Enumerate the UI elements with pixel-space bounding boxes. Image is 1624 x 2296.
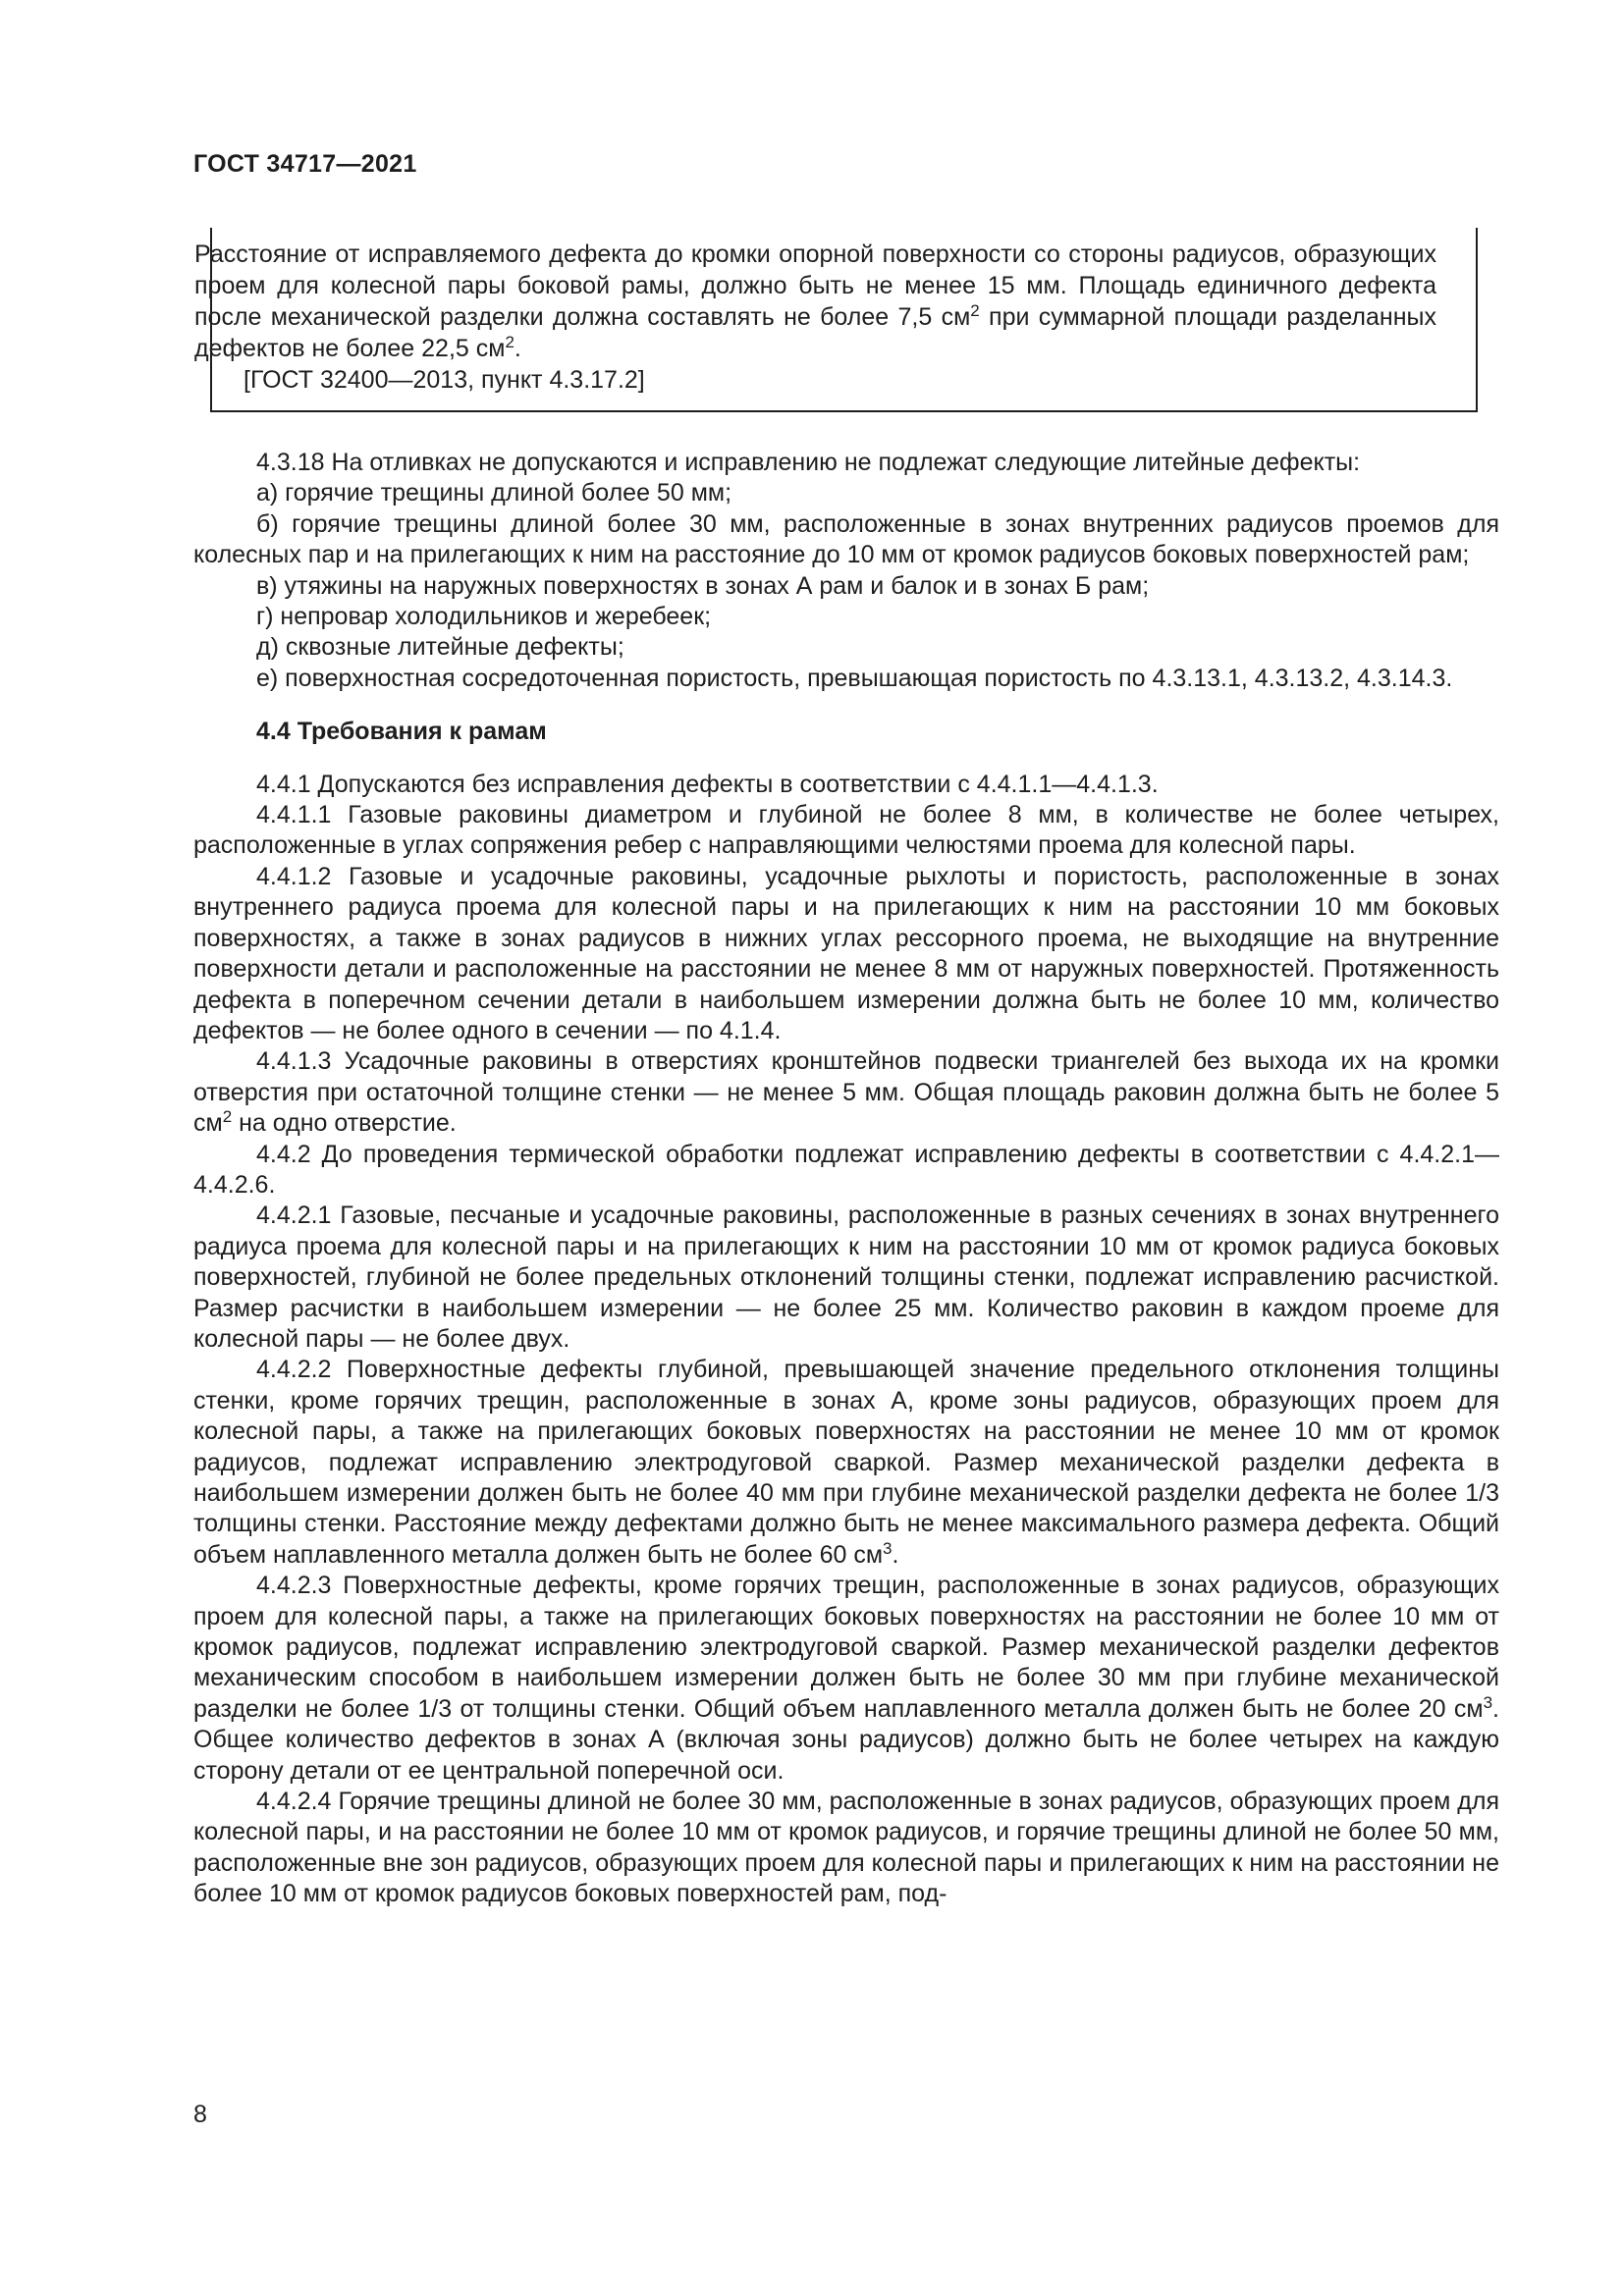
page-number: 8 [193,2101,207,2128]
quote-text-part2: при суммарной площади разделанных дефектов не более 22,5 см [194,303,1436,362]
list-item-g: г) непровар холодильников и жеребеек; [256,603,712,631]
paragraph-4-3-18: 4.3.18 На отливках не допускаются и исправлению не подлежат следующие литейные дефекты: [256,449,1361,476]
body-text [193,448,1499,1910]
paragraph-4-4-1-1: 4.4.1.1 Газовые раковины диаметром и глубиной не более 8 мм, в количестве не более четырех, расположенные в углах сопряжения ребер с направляющими челюстями проема для колесной пары. [193,801,1499,860]
paragraph-4-4-2-4: 4.4.2.4 Горячие трещины длиной не более 30 мм, расположенные в зонах радиусов, образующих проем для колесной пары, и на расстоянии не более 10 мм от кромок радиусов, и горячие трещины длиной не более 50 мм, расположенные вне зон радиусов, образующих проем для колесной пары и прилегающих к ним на расстоянии не более 10 мм от кромок радиусов боковых поверхностей рам, под- [193,1788,1499,1908]
quote-text-part3: . [514,335,521,362]
paragraph-4-4-2-2 [193,1355,1499,1571]
superscript: 3 [883,1538,893,1558]
superscript: 2 [970,301,980,320]
document-header: ГОСТ 34717—2021 [193,150,417,178]
superscript: 2 [505,333,514,351]
quote-text [194,239,1436,364]
paragraph-4-4-1-3-text-end: на одно отверстие. [232,1109,457,1138]
quote-text-part1: Расстояние от исправляемого дефекта до кромки опорной поверхности со стороны радиусов, образующих проем для колесной пары боковой рамы, должно быть не менее 15 мм. Площадь единичного дефекта после механической разделки должна составлять не более 7,5 см [194,240,1436,331]
quote-reference: [ГОСТ 32400—2013, пункт 4.3.17.2] [244,366,645,394]
superscript: 3 [1483,1692,1493,1712]
section-title-4-4: 4.4 Требования к рамам [256,718,547,746]
list-item-e: е) поверхностная сосредоточенная пористость, превышающая пористость по 4.3.13.1, 4.3.13.2, 4.3.14.3. [256,664,1453,692]
list-item-b: б) горячие трещины длиной более 30 мм, расположенные в зонах внутренних радиусов проемов для колесных пар и на прилегающих к ним на расстояние до 10 мм от кромок радиусов боковых поверхностей рам; [193,509,1499,569]
paragraph-4-4-1-3-text: 4.4.1.3 Усадочные раковины в отверстиях кронштейнов подвески триангелей без выхода их на кромки отверстия при остаточной толщине стенки — не менее 5 мм. Общая площадь раковин должна быть не более 5 см [193,1047,1499,1138]
paragraph-4-4-2-3-text: 4.4.2.3 Поверхностные дефекты, кроме горячих трещин, расположенные в зонах радиусов, образующих проем для колесной пары, а также на прилегающих боковых поверхностях на расстоянии не более 10 мм от кромок радиусов, подлежат исправлению электродуговой сваркой. Размер механической разделки дефектов механическим способом в наибольшем измерении должен быть не более 30 мм при глубине механической разделки не более 1/3 от толщины стенки. Общий объем наплавленного металла должен быть не более 20 см [193,1572,1499,1723]
paragraph-4-4-1-3 [193,1046,1499,1139]
paragraph-4-4-2-3 [193,1571,1499,1787]
paragraph-4-4-2-2-text-end: . [892,1540,899,1569]
quote-block [194,239,1436,396]
paragraph-4-4-1-2: 4.4.1.2 Газовые и усадочные раковины, усадочные рыхлоты и пористость, расположенные в зонах внутреннего радиуса проема для колесной пары и на прилегающих к ним на расстоянии 10 мм боковых поверхностях, а также в зонах радиусов в нижних углах рессорного проема, не выходящие на внутренние поверхности детали и расположенные на расстоянии не менее 8 мм от наружных поверхностей. Протяженность дефекта в поперечном сечении детали в наибольшем измерении должна быть не более 10 мм, количество дефектов — не более одного в сечении — по 4.1.4. [193,862,1499,1044]
list-item-d: д) сквозные литейные дефекты; [256,633,624,662]
paragraph-4-4-2-1: 4.4.2.1 Газовые, песчаные и усадочные раковины, расположенные в разных сечениях в зонах внутреннего радиуса проема для колесной пары и на прилегающих к ним на расстоянии 10 мм от кромок радиуса боковых поверхностей, глубиной не более предельных отклонений толщины стенки, подлежат исправлению расчисткой. Размер расчистки в наибольшем измерении — не более 25 мм. Количество раковин в каждом проеме для колесной пары — не более двух. [193,1201,1499,1353]
paragraph-4-4-2-2-text: 4.4.2.2 Поверхностные дефекты глубиной, превышающей значение предельного отклонения толщины стенки, кроме горячих трещин, расположенные в зонах А, кроме зоны радиусов, образующих проем для колесной пары, а также на прилегающих боковых поверхностях на расстоянии не менее 10 мм от кромок радиусов, подлежат исправлению электродуговой сваркой. Размер механической разделки дефекта в наибольшем измерении должен быть не более 40 мм при глубине механической разделки дефекта не более 1/3 толщины стенки. Расстояние между дефектами должно быть не менее максимального размера дефекта. Общий объем наплавленного металла должен быть не более 60 см [193,1356,1499,1569]
paragraph-4-4-1: 4.4.1 Допускаются без исправления дефекты в соответствии с 4.4.1.1—4.4.1.3. [256,770,1159,798]
paragraph-4-4-2: 4.4.2 До проведения термической обработки подлежат исправлению дефекты в соответствии с 4.4.2.1—4.4.2.6. [193,1140,1499,1199]
superscript: 2 [222,1107,233,1127]
paragraph-4-4-2-3-text-end: . Общее количество дефектов в зонах А (включая зоны радиусов) должно быть не более четырех на каждую сторону детали от ее центральной поперечной оси. [193,1694,1499,1785]
list-item-v: в) утяжины на наружных поверхностях в зонах А рам и балок и в зонах Б рам; [256,571,1150,600]
list-item-a: а) горячие трещины длиной более 50 мм; [256,479,732,507]
